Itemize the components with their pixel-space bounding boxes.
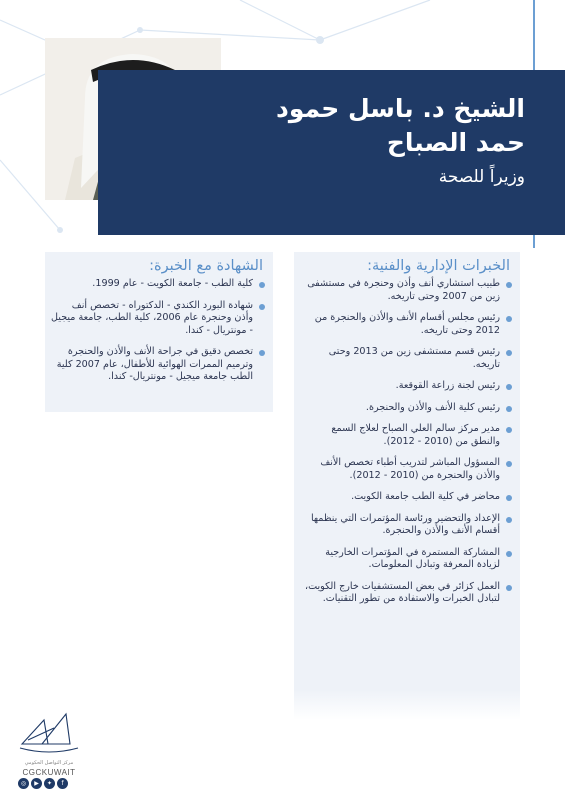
facebook-icon[interactable]: f xyxy=(57,778,68,789)
education-heading: الشهادة مع الخبرة: xyxy=(149,258,263,274)
bullet-icon xyxy=(506,282,512,288)
sail-logo-icon xyxy=(14,710,84,758)
logo-brand: CGCKUWAIT xyxy=(22,768,76,777)
education-item: تخصص دقيق في جراحة الأنف والأذن والحنجرة وترميم الممرات الهوائية للأطفال، عام 2007 كلية الطب جامعة ميجيل - مونتريال- كندا. xyxy=(51,346,265,384)
bullet-icon xyxy=(506,384,512,390)
bullet-icon xyxy=(506,461,512,467)
bullet-icon xyxy=(506,406,512,412)
experience-item: رئيس مجلس أقسام الأنف والأذن والحنجرة من 2012 وحتى تاريخه. xyxy=(300,312,512,337)
bullet-icon xyxy=(259,304,265,310)
bullet-icon xyxy=(506,551,512,557)
experience-list xyxy=(294,278,520,606)
twitter-icon[interactable]: ✦ xyxy=(44,778,55,789)
experience-item: المسؤول المباشر لتدريب أطباء تخصص الأنف والأذن والحنجرة من (2010 - 2012). xyxy=(300,457,512,482)
bullet-icon xyxy=(506,495,512,501)
experience-heading: الخبرات الإدارية والفنية: xyxy=(367,258,510,274)
instagram-icon[interactable]: ◎ xyxy=(18,778,29,789)
social-icons xyxy=(18,778,68,789)
bullet-icon xyxy=(506,316,512,322)
experience-item: طبيب استشاري أنف وأذن وحنجرة في مستشفى زين من 2007 وحتى تاريخه. xyxy=(300,278,512,303)
experience-item: المشاركة المستمرة في المؤتمرات الخارجية لزيادة المعرفة وتبادل المعلومات. xyxy=(300,547,512,572)
logo-subtitle: مركز التواصل الحكومي xyxy=(24,760,74,766)
cgc-logo xyxy=(14,710,84,795)
experience-item: محاضر في كلية الطب جامعة الكويت. xyxy=(300,491,512,504)
bullet-icon xyxy=(506,427,512,433)
education-list xyxy=(45,278,273,384)
experience-item: رئيس قسم مستشفى زين من 2013 وحتى تاريخه. xyxy=(300,346,512,371)
bullet-icon xyxy=(259,282,265,288)
minister-name-line2: حمد الصباح xyxy=(386,128,525,157)
youtube-icon[interactable]: ▶ xyxy=(31,778,42,789)
education-item: كلية الطب - جامعة الكويت - عام 1999. xyxy=(51,278,265,291)
bullet-icon xyxy=(259,350,265,356)
education-card xyxy=(45,252,273,412)
header-text xyxy=(165,92,525,190)
bullet-icon xyxy=(506,585,512,591)
bullet-icon xyxy=(506,350,512,356)
experience-item: الإعداد والتحضير ورئاسة المؤتمرات التي ينظمها أقسام الأنف والأذن والحنجرة. xyxy=(300,513,512,538)
experience-item: رئيس لجنة زراعة القوقعة. xyxy=(300,380,512,393)
bullet-icon xyxy=(506,517,512,523)
experience-item: مدير مركز سالم العلي الصباح لعلاج السمع والنطق من (2010 - 2012). xyxy=(300,423,512,448)
minister-title: وزيراً للصحة xyxy=(438,167,525,187)
experience-item: رئيس كلية الأنف والأذن والحنجرة. xyxy=(300,402,512,415)
minister-name-line1: الشيخ د. باسل حمود xyxy=(275,94,525,123)
experience-card xyxy=(294,252,520,690)
experience-item: العمل كزائر في بعض المستشفيات خارج الكويت، لتبادل الخبرات والاستفادة من تطور التقنيات. xyxy=(300,581,512,606)
education-item: شهادة البورد الكندي - الدكتوراه - تخصص أنف وأذن وحنجرة عام 2006، كلية الطب، جامعة ميجيل - مونتريال - كندا. xyxy=(51,300,265,338)
